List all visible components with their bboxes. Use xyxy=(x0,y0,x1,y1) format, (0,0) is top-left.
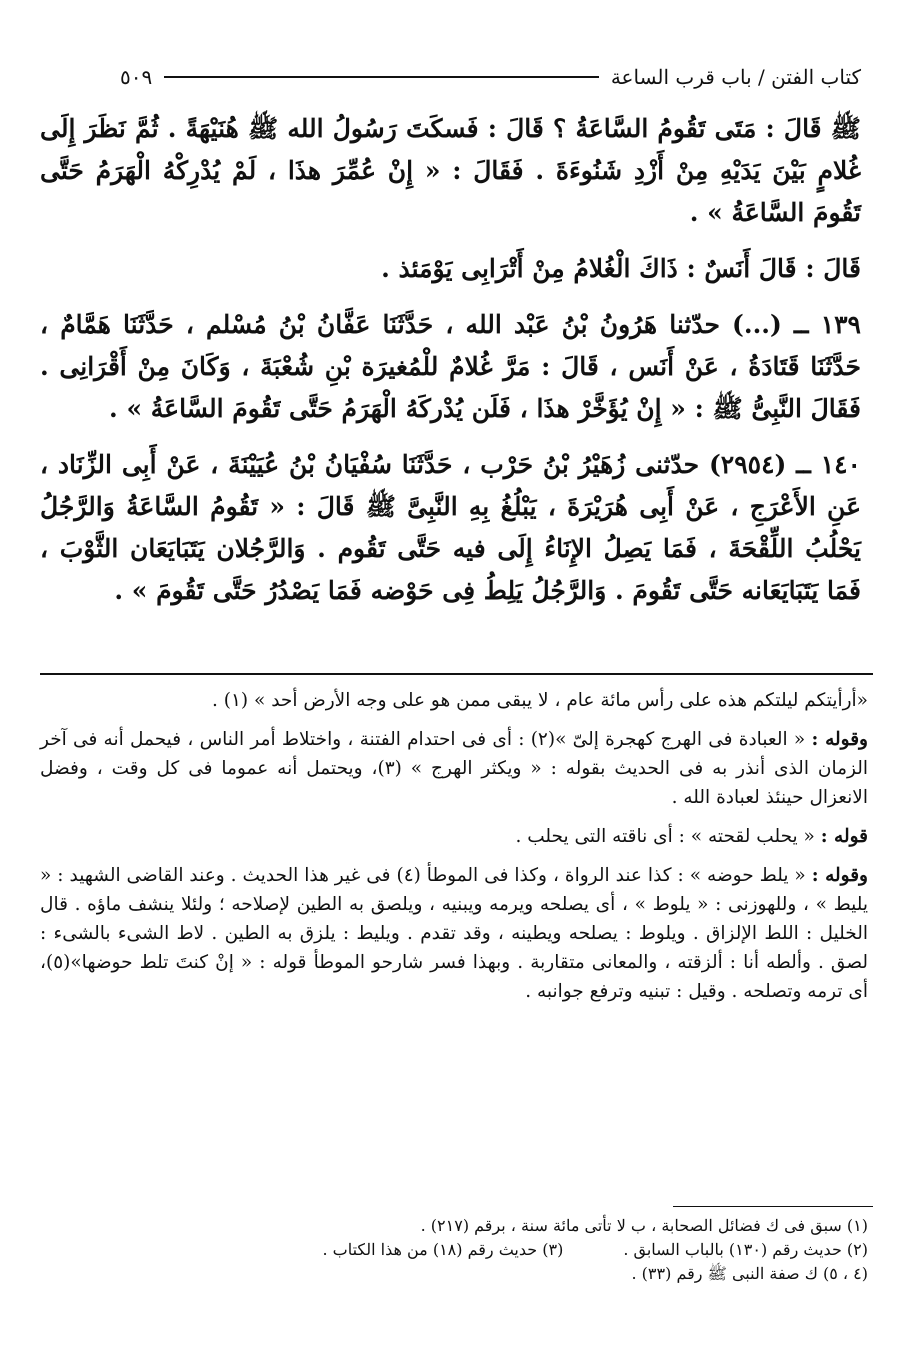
hadith-text xyxy=(40,108,861,626)
page-number: ٥٠٩ xyxy=(120,65,153,89)
footnote-row xyxy=(40,1238,868,1262)
footnote: (٢) حديث رقم (١٣٠) بالباب السابق . xyxy=(623,1240,868,1259)
commentary-paragraph: «أرأيتكم ليلتكم هذه على رأس مائة عام ، لا يبقى ممن هو على وجه الأرض أحد » (١) . xyxy=(212,690,868,711)
running-title: كتاب الفتن / باب قرب الساعة xyxy=(610,65,861,89)
hadith-paragraph: ١٤٠ ــ (٢٩٥٤) حدّثنى زُهَيْرُ بْنُ حَرْب ، حَدَّثَنَا سُفْيَانُ بْنُ عُيَيْنَةَ ، عَنْ أَبِى الزِّنَاد ، عَنِ الأَعْرَجِ ، عَنْ أَبِى هُرَيْرَةَ ، يَبْلُغُ بِهِ النَّبِىَّ ﷺ قَالَ : « تَقُومُ السَّاعَةُ وَالرَّجُلُ يَحْلُبُ اللِّقْحَةَ ، فَمَا يَصِلُ الإِنَاءُ إِلَى فيه حَتَّى تَقُوم . وَالرَّجُلان يَتَبَايَعَان الثَّوْبَ ، فَمَا يَتَبَايَعَانه حَتَّى تَقُومَ . وَالرَّجُلُ يَلِطُ فِى حَوْضه فَمَا يَصْدُرُ حَتَّى تَقُومَ » . xyxy=(40,450,861,605)
commentary-body: « يلط حوضه » : كذا عند الرواة ، وكذا فى الموطأ (٤) فى غير هذا الحديث . وعند القاضى الشهيد : « يليط » ، وللهوزنى : « يلوط » ، أى يصلحه ويرمه ويبنيه ، ويلصق به الطين لإصلاحه ؛ ولئلا ينشف ماؤه . قال الخليل : اللط الإلزاق . ويلوط : يصلحه ويطينه ، وقد تقدم . ويليط : يلزق به الطين . لاط الشىء بالشىء : لصق . وألطه أنا : ألزقته ، والمعانى متقاربة . وبهذا فسر شارحو الموطأ قوله : « إنْ كنتَ تلط حوضها»(٥)، أى ترمه وتصلحه . وقيل : تبنيه وترفع جوانبه . xyxy=(40,865,868,1002)
commentary-lead: وقوله : xyxy=(811,865,868,886)
commentary-paragraph xyxy=(40,861,868,1006)
footnote-separator xyxy=(673,1206,873,1207)
commentary-separator xyxy=(40,673,873,675)
commentary-lead: وقوله : xyxy=(811,729,868,750)
commentary-body: « العبادة فى الهرج كهجرة إلىّ »(٢) : أى فى احتدام الفتنة ، واختلاط أمر الناس ، فيحمل أنه فى آخر الزمان الذى أنذر به فى الحديث بقوله : « ويكثر الهرج » (٣)، ويحتمل أنه عموما فى كل وقت ، وفضل الانعزال حينئذ لعبادة الله . xyxy=(40,729,868,808)
footnote: (١) سبق فى ك فضائل الصحابة ، ب لا تأتى مائة سنة ، برقم (٢١٧) . xyxy=(420,1216,868,1235)
hadith-paragraph: قَالَ : قَالَ أَنَسٌ : ذَاكَ الْغُلامُ مِنْ أَتْرَابِى يَوْمَئذ . xyxy=(381,254,861,283)
header-rule xyxy=(164,76,599,78)
commentary xyxy=(40,686,868,1016)
commentary-paragraph xyxy=(40,725,868,812)
footnote: (٤ ، ٥) ك صفة النبى ﷺ رقم (٣٣) . xyxy=(631,1264,868,1283)
commentary-paragraph xyxy=(40,822,868,851)
footnote: (٣) حديث رقم (١٨) من هذا الكتاب . xyxy=(322,1240,564,1259)
page-header xyxy=(120,62,861,92)
commentary-body: « يحلب لقحته » : أى ناقته التى يحلب . xyxy=(515,826,821,847)
footnotes xyxy=(40,1214,868,1286)
hadith-paragraph: ﷺ قَالَ : مَتَى تَقُومُ السَّاعَةُ ؟ قَالَ : فَسكَتَ رَسُولُ الله ﷺ هُنَيْهَةً . ثُمَّ نَظَرَ إِلَى غُلامٍ بَيْنَ يَدَيْهِ مِنْ أَزْدِ شَنُوءَةَ . فَقَالَ : « إِنْ عُمِّرَ هذَا ، لَمْ يُدْرِكْهُ الْهَرَمُ حَتَّى تَقُومَ السَّاعَةُ » . xyxy=(40,114,861,227)
hadith-paragraph: ١٣٩ ــ (...) حدّثنا هَرُونُ بْنُ عَبْد الله ، حَدَّثَنَا عَفَّانُ بْنُ مُسْلم ، حَدَّثَنَا هَمَّامٌ ، حَدَّثَنَا قَتَادَةُ ، عَنْ أَنَس ، قَالَ : مَرَّ غُلامٌ للْمُغيرَة بْنِ شُعْبَةَ ، وَكَانَ مِنْ أَقْرَانِى . فَقَالَ النَّبِىُّ ﷺ : « إِنْ يُؤَخَّرْ هذَا ، فَلَن يُدْركَهُ الْهَرَمُ حَتَّى تَقُومَ السَّاعَةُ » . xyxy=(40,310,861,423)
commentary-lead: قوله : xyxy=(820,826,868,847)
